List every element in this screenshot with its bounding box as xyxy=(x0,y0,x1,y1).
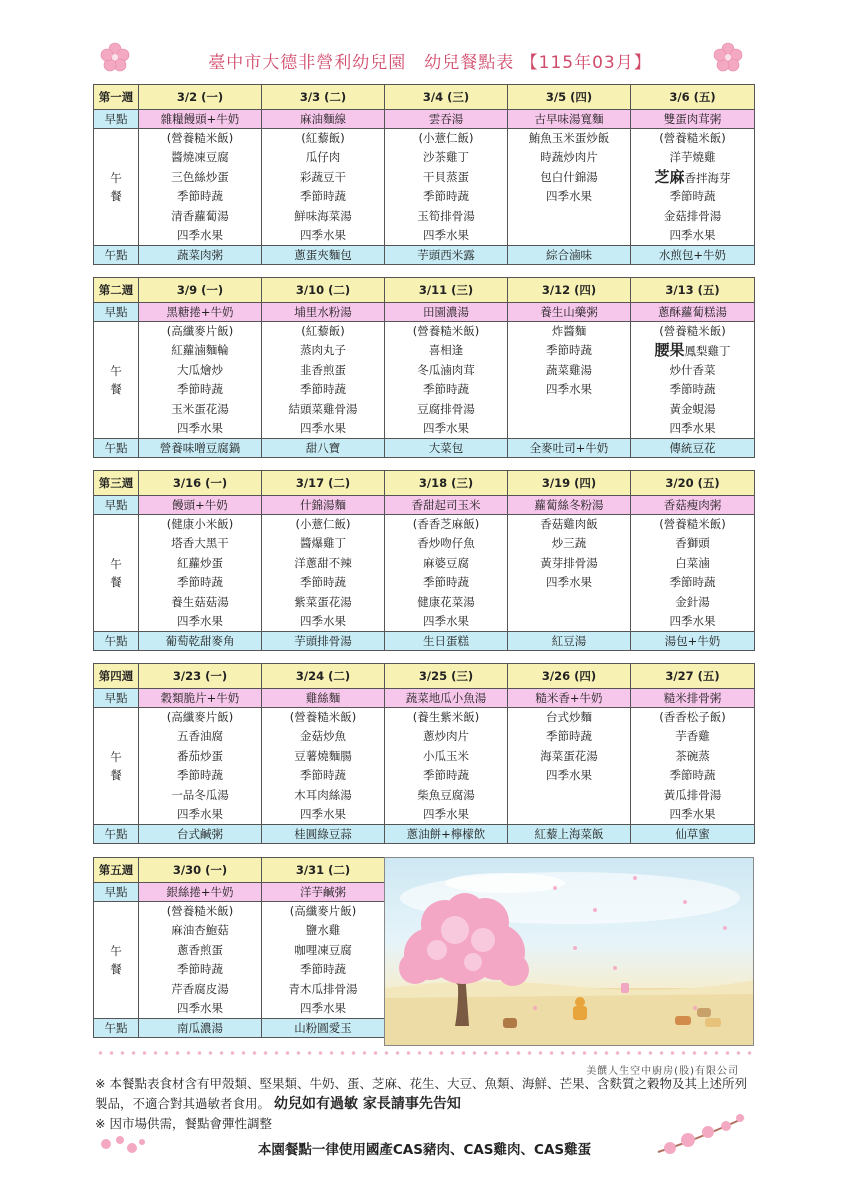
lunch-item: 四季水果 xyxy=(546,575,592,590)
snack-cell: 大菜包 xyxy=(385,439,508,458)
week-4-table xyxy=(93,663,754,844)
lunch-item: 四季水果 xyxy=(177,420,223,435)
week-label: 第五週 xyxy=(94,858,139,883)
lunch-item: 干貝蒸蛋 xyxy=(423,169,469,184)
lunch-item: 炒三蔬 xyxy=(551,536,587,551)
lunch-item: 玉米蛋花湯 xyxy=(171,401,229,416)
lunch-item: 結頭菜雞骨湯 xyxy=(288,401,358,416)
lunch-label-top: 午 xyxy=(110,557,122,572)
lunch-item: 季節時蔬 xyxy=(669,189,716,204)
snack-cell: 蔥蛋夾麵包 xyxy=(262,246,385,265)
lunch-item: 鹽水雞 xyxy=(305,923,341,938)
lunch-cell xyxy=(508,322,631,439)
lunch-item: 醬爆雞丁 xyxy=(300,536,346,551)
lunch-item: 四季水果 xyxy=(669,806,716,821)
lunch-item: 四季水果 xyxy=(300,806,346,821)
lunch-item: (營養糙米飯) xyxy=(289,710,357,724)
lunch-item: 包白什錦湯 xyxy=(540,169,598,184)
lunch-item: 鮪魚玉米蛋炒飯 xyxy=(528,131,610,145)
snack-cell: 蔥油餅+檸檬飲 xyxy=(385,825,508,844)
snack-cell: 山粉圓愛玉 xyxy=(262,1019,385,1038)
lunch-cell xyxy=(139,129,262,246)
lunch-item-rest: 香拌海芽 xyxy=(684,170,731,185)
header xyxy=(0,40,849,84)
snack-cell: 芋頭西米露 xyxy=(385,246,508,265)
lunch-cell xyxy=(262,515,385,632)
snack-cell: 桂圓綠豆蒜 xyxy=(262,825,385,844)
allergen-note xyxy=(95,1074,755,1114)
page-title xyxy=(150,48,710,73)
day-date: 3/19 (四) xyxy=(508,471,631,496)
breakfast-cell: 什錦湯麵 xyxy=(262,496,385,515)
lunch-item: 彩蔬豆干 xyxy=(300,169,346,184)
lunch-item: (紅藜飯) xyxy=(301,324,345,338)
snack-cell: 台式鹹粥 xyxy=(139,825,262,844)
day-date: 3/3 (二) xyxy=(262,85,385,110)
lunch-cell xyxy=(631,322,755,439)
lunch-item: 台式炒麵 xyxy=(546,710,592,724)
lunch-cell xyxy=(385,708,508,825)
breakfast-cell: 古早味湯寬麵 xyxy=(508,110,631,129)
lunch-item: 五香油腐 xyxy=(177,729,223,744)
cherry-tree-picture xyxy=(385,858,754,1046)
title-text: 臺中市大德非營利幼兒園 幼兒餐點表 xyxy=(208,53,515,73)
lunch-item: 白菜滷 xyxy=(675,555,710,570)
lunch-label-top: 午 xyxy=(110,364,122,379)
lunch-item: 金菇炒魚 xyxy=(300,729,346,744)
lunch-cell xyxy=(508,515,631,632)
snack-cell: 蔬菜肉粥 xyxy=(139,246,262,265)
lunch-item: (高纖麥片飯) xyxy=(166,710,234,724)
lunch-item: 豆腐排骨湯 xyxy=(417,401,475,416)
snack-label: 午點 xyxy=(94,246,139,265)
lunch-item: (小薏仁飯) xyxy=(295,517,351,531)
lunch-item: 四季水果 xyxy=(300,1000,346,1015)
day-date: 3/4 (三) xyxy=(385,85,508,110)
breakfast-cell: 蔥酥蘿蔔糕湯 xyxy=(631,303,755,322)
snack-label: 午點 xyxy=(94,825,139,844)
lunch-item: 清香蘿蔔湯 xyxy=(171,208,229,223)
lunch-item: 四季水果 xyxy=(177,227,223,242)
lunch-item-highlight: 腰果 xyxy=(654,341,685,360)
lunch-item: 洋芋燒雞 xyxy=(669,150,716,165)
lunch-item: 咖哩凍豆腐 xyxy=(294,942,352,957)
breakfast-label: 早點 xyxy=(94,110,139,129)
breakfast-label: 早點 xyxy=(94,496,139,515)
lunch-item: 小瓜玉米 xyxy=(423,748,469,763)
lunch-label-bottom: 餐 xyxy=(110,768,122,783)
cherry-blossom-icon xyxy=(713,42,743,72)
lunch-item: 四季水果 xyxy=(177,1000,223,1015)
lunch-item: 炸醬麵 xyxy=(551,324,587,338)
lunch-item: 四季水果 xyxy=(546,382,592,397)
lunch-item: 四季水果 xyxy=(669,227,716,242)
lunch-item: (高纖麥片飯) xyxy=(289,904,357,918)
day-date: 3/17 (二) xyxy=(262,471,385,496)
lunch-label-bottom: 餐 xyxy=(110,962,122,977)
lunch-item: 四季水果 xyxy=(423,613,469,628)
lunch-item: (營養糙米飯) xyxy=(412,324,480,338)
lunch-item: 時蔬炒肉片 xyxy=(540,150,598,165)
lunch-item: (營養糙米飯) xyxy=(166,131,234,145)
lunch-cell xyxy=(262,129,385,246)
lunch-cell xyxy=(508,129,631,246)
snack-cell: 湯包+牛奶 xyxy=(631,632,755,651)
snack-cell: 綜合滷味 xyxy=(508,246,631,265)
allergen-emphasis: 幼兒如有過敏 家長請事先告知 xyxy=(274,1096,461,1112)
snack-cell: 仙草蜜 xyxy=(631,825,755,844)
lunch-item: 沙茶雞丁 xyxy=(423,150,469,165)
snack-cell: 芋頭排骨湯 xyxy=(262,632,385,651)
lunch-item: 鮮味海菜湯 xyxy=(294,208,352,223)
breakfast-cell: 香菇瘦肉粥 xyxy=(631,496,755,515)
lunch-item: 季節時蔬 xyxy=(177,575,223,590)
lunch-item: 芋香雞 xyxy=(675,729,710,744)
breakfast-cell: 雜糧饅頭+牛奶 xyxy=(139,110,262,129)
week-2-table xyxy=(93,277,754,458)
snack-cell: 生日蛋糕 xyxy=(385,632,508,651)
breakfast-cell: 糙米排骨粥 xyxy=(631,689,755,708)
day-date: 3/20 (五) xyxy=(631,471,755,496)
lunch-item: 季節時蔬 xyxy=(423,575,469,590)
lunch-item: 季節時蔬 xyxy=(546,343,592,358)
lunch-item: 麻婆豆腐 xyxy=(423,555,469,570)
snack-cell: 葡萄乾甜麥角 xyxy=(139,632,262,651)
snack-label: 午點 xyxy=(94,1019,139,1038)
lunch-item: 紫菜蛋花湯 xyxy=(294,594,352,609)
lunch-item: 金針湯 xyxy=(675,594,710,609)
lunch-item: 四季水果 xyxy=(300,227,346,242)
breakfast-cell: 饅頭+牛奶 xyxy=(139,496,262,515)
lunch-item: (紅藜飯) xyxy=(301,131,345,145)
cherry-blossom-illustration xyxy=(384,857,754,1046)
lunch-item: 海菜蛋花湯 xyxy=(540,748,598,763)
lunch-label-top: 午 xyxy=(110,171,122,186)
lunch-cell xyxy=(139,902,262,1019)
day-date: 3/23 (一) xyxy=(139,664,262,689)
lunch-item: 四季水果 xyxy=(423,806,469,821)
snack-label: 午點 xyxy=(94,632,139,651)
lunch-cell xyxy=(385,322,508,439)
lunch-item: 養生菇菇湯 xyxy=(171,594,229,609)
market-note: ※ 因市場供需，餐點會彈性調整 xyxy=(95,1116,272,1131)
day-date: 3/18 (三) xyxy=(385,471,508,496)
lunch-cell xyxy=(508,708,631,825)
lunch-item: 玉筍排骨湯 xyxy=(417,208,475,223)
lunch-item: 柴魚豆腐湯 xyxy=(417,787,475,802)
lunch-item: 洋蔥甜不辣 xyxy=(294,555,352,570)
breakfast-cell: 埔里水粉湯 xyxy=(262,303,385,322)
snack-cell: 傳統豆花 xyxy=(631,439,755,458)
lunch-item: 一品冬瓜湯 xyxy=(171,787,229,802)
day-date: 3/9 (一) xyxy=(139,278,262,303)
lunch-item: 四季水果 xyxy=(546,189,592,204)
lunch-item: 季節時蔬 xyxy=(423,768,469,783)
lunch-item: 四季水果 xyxy=(300,420,346,435)
breakfast-cell: 黑糖捲+牛奶 xyxy=(139,303,262,322)
lunch-item: 黃瓜排骨湯 xyxy=(663,787,722,802)
week-label: 第二週 xyxy=(94,278,139,303)
lunch-cell xyxy=(139,322,262,439)
lunch-label-bottom: 餐 xyxy=(110,189,122,204)
lunch-item: 季節時蔬 xyxy=(177,189,223,204)
lunch-item: 季節時蔬 xyxy=(669,382,716,397)
lunch-item: 金菇排骨湯 xyxy=(663,208,722,223)
lunch-item: 瓜仔肉 xyxy=(305,150,341,165)
lunch-item: 四季水果 xyxy=(423,420,469,435)
caterer-signature: 美饌人生空中廚房(股)有限公司 xyxy=(586,1066,739,1077)
lunch-item: 青木瓜排骨湯 xyxy=(288,981,358,996)
day-date: 3/26 (四) xyxy=(508,664,631,689)
lunch-item: 豆薯燒麵腸 xyxy=(294,748,352,763)
day-date: 3/11 (三) xyxy=(385,278,508,303)
lunch-label xyxy=(94,902,139,1019)
breakfast-label: 早點 xyxy=(94,303,139,322)
lunch-item: 季節時蔬 xyxy=(177,962,223,977)
day-date: 3/31 (二) xyxy=(262,858,385,883)
day-date: 3/12 (四) xyxy=(508,278,631,303)
lunch-item: 季節時蔬 xyxy=(300,189,346,204)
lunch-item: 芹香腐皮湯 xyxy=(171,981,229,996)
lunch-item: (營養糙米飯) xyxy=(659,324,726,338)
day-date: 3/24 (二) xyxy=(262,664,385,689)
lunch-item: (高纖麥片飯) xyxy=(166,324,234,338)
lunch-item xyxy=(631,168,754,187)
breakfast-label: 早點 xyxy=(94,883,139,902)
lunch-item: 香炒吻仔魚 xyxy=(417,536,475,551)
lunch-item: 季節時蔬 xyxy=(669,575,716,590)
week-5-table xyxy=(93,857,385,1038)
breakfast-label: 早點 xyxy=(94,689,139,708)
lunch-item: 四季水果 xyxy=(300,613,346,628)
lunch-item: (營養糙米飯) xyxy=(659,131,726,145)
day-date: 3/30 (一) xyxy=(139,858,262,883)
lunch-item: 季節時蔬 xyxy=(669,768,716,783)
lunch-item: 四季水果 xyxy=(423,227,469,242)
snack-cell: 南瓜濃湯 xyxy=(139,1019,262,1038)
breakfast-cell: 養生山藥粥 xyxy=(508,303,631,322)
breakfast-cell: 香甜起司玉米 xyxy=(385,496,508,515)
lunch-item: 季節時蔬 xyxy=(300,382,346,397)
lunch-item: (香香芝麻飯) xyxy=(412,517,480,531)
breakfast-cell: 洋芋鹹粥 xyxy=(262,883,385,902)
lunch-item: 蔥炒肉片 xyxy=(423,729,469,744)
lunch-item: 黃芽排骨湯 xyxy=(540,555,598,570)
day-date: 3/10 (二) xyxy=(262,278,385,303)
lunch-cell xyxy=(139,708,262,825)
lunch-item: 塔香大黑干 xyxy=(171,536,229,551)
week-label: 第三週 xyxy=(94,471,139,496)
breakfast-cell: 糙米香+牛奶 xyxy=(508,689,631,708)
breakfast-cell: 雞絲麵 xyxy=(262,689,385,708)
lunch-cell xyxy=(385,129,508,246)
breakfast-cell: 麻油麵線 xyxy=(262,110,385,129)
snack-cell: 甜八寶 xyxy=(262,439,385,458)
lunch-item: 四季水果 xyxy=(177,806,223,821)
lunch-item: 季節時蔬 xyxy=(177,768,223,783)
lunch-item-highlight: 芝麻 xyxy=(654,167,685,186)
allergen-text: ※ 本餐點表食材含有甲殼類、堅果類、牛奶、蛋、芝麻、花生、大豆、魚類、海鮮、芒果、含麩質之穀物及其上述所列製品，不適合對其過敏者食用。 xyxy=(95,1076,747,1111)
lunch-item: 健康花菜湯 xyxy=(417,594,475,609)
lunch-item: 蔬菜雞湯 xyxy=(546,362,592,377)
lunch-item: 四季水果 xyxy=(669,613,716,628)
lunch-cell xyxy=(631,129,755,246)
lunch-item: (養生紫米飯) xyxy=(412,710,480,724)
lunch-item: 季節時蔬 xyxy=(423,189,469,204)
lunch-item: 季節時蔬 xyxy=(300,575,346,590)
lunch-cell xyxy=(631,708,755,825)
lunch-item-rest: 鳳梨雞丁 xyxy=(684,344,731,359)
lunch-item: (香香松子飯) xyxy=(659,710,726,724)
lunch-label xyxy=(94,322,139,439)
lunch-label-top: 午 xyxy=(110,944,122,959)
lunch-item: 蒸肉丸子 xyxy=(300,343,346,358)
lunch-item: 季節時蔬 xyxy=(177,382,223,397)
lunch-label xyxy=(94,708,139,825)
week-3-table xyxy=(93,470,754,651)
snack-label: 午點 xyxy=(94,439,139,458)
lunch-item: 紅蘿炒蛋 xyxy=(177,555,223,570)
breakfast-cell: 雲吞湯 xyxy=(385,110,508,129)
lunch-item: (小薏仁飯) xyxy=(418,131,474,145)
lunch-item: (營養糙米飯) xyxy=(166,904,234,918)
cherry-blossom-icon xyxy=(100,42,130,72)
lunch-item: 韭香煎蛋 xyxy=(300,362,346,377)
lunch-label xyxy=(94,515,139,632)
lunch-item: 四季水果 xyxy=(669,420,716,435)
day-date: 3/6 (五) xyxy=(631,85,755,110)
snack-cell: 營養味噌豆腐鍋 xyxy=(139,439,262,458)
lunch-item: 四季水果 xyxy=(546,768,592,783)
lunch-item: 麻油杏鮑菇 xyxy=(171,923,229,938)
day-date: 3/2 (一) xyxy=(139,85,262,110)
lunch-label-top: 午 xyxy=(110,750,122,765)
lunch-item: (營養糙米飯) xyxy=(659,517,726,531)
week-1-table xyxy=(93,84,754,265)
lunch-item xyxy=(631,341,754,360)
lunch-item: 蔥香煎蛋 xyxy=(177,942,223,957)
breakfast-cell: 田園濃湯 xyxy=(385,303,508,322)
lunch-item: 季節時蔬 xyxy=(300,768,346,783)
snack-cell: 紅藜上海菜飯 xyxy=(508,825,631,844)
lunch-item: 黃金蜆湯 xyxy=(669,401,716,416)
lunch-cell xyxy=(385,515,508,632)
lunch-cell xyxy=(262,902,385,1019)
decorative-dot-border xyxy=(95,1050,755,1056)
lunch-item: 木耳肉絲湯 xyxy=(294,787,352,802)
footer-note: 本園餐點一律使用國產CAS豬肉、CAS雞肉、CAS雞蛋 xyxy=(257,1142,592,1158)
lunch-cell xyxy=(139,515,262,632)
day-date: 3/13 (五) xyxy=(631,278,755,303)
title-period: 【115年03月】 xyxy=(520,53,652,73)
day-date: 3/5 (四) xyxy=(508,85,631,110)
lunch-item: 季節時蔬 xyxy=(300,962,346,977)
lunch-cell xyxy=(262,322,385,439)
lunch-item: 三色絲炒蛋 xyxy=(171,169,229,184)
day-date: 3/27 (五) xyxy=(631,664,755,689)
breakfast-cell: 雙蛋肉茸粥 xyxy=(631,110,755,129)
lunch-cell xyxy=(631,515,755,632)
lunch-item: 炒什香菜 xyxy=(669,362,716,377)
lunch-label-bottom: 餐 xyxy=(110,575,122,590)
lunch-item: 紅蘿滷麵輪 xyxy=(171,343,229,358)
lunch-item: 喜相逢 xyxy=(428,343,464,358)
lunch-label xyxy=(94,129,139,246)
lunch-item: 季節時蔬 xyxy=(546,729,592,744)
lunch-item: 冬瓜滷肉茸 xyxy=(417,362,475,377)
week-label: 第四週 xyxy=(94,664,139,689)
snack-cell: 全麥吐司+牛奶 xyxy=(508,439,631,458)
lunch-item: 大瓜燴炒 xyxy=(177,362,223,377)
breakfast-cell: 蘿蔔絲冬粉湯 xyxy=(508,496,631,515)
lunch-item: 香菇雞肉飯 xyxy=(540,517,598,531)
breakfast-cell: 銀絲捲+牛奶 xyxy=(139,883,262,902)
lunch-item: 季節時蔬 xyxy=(423,382,469,397)
breakfast-cell: 蔬菜地瓜小魚湯 xyxy=(385,689,508,708)
lunch-item: 茶碗蒸 xyxy=(675,748,710,763)
lunch-cell xyxy=(262,708,385,825)
snack-cell: 水煎包+牛奶 xyxy=(631,246,755,265)
lunch-item: 四季水果 xyxy=(177,613,223,628)
breakfast-cell: 穀類脆片+牛奶 xyxy=(139,689,262,708)
lunch-item: 香獅頭 xyxy=(675,536,710,551)
lunch-item: 醬燒凍豆腐 xyxy=(171,150,229,165)
day-date: 3/16 (一) xyxy=(139,471,262,496)
day-date: 3/25 (三) xyxy=(385,664,508,689)
lunch-label-bottom: 餐 xyxy=(110,382,122,397)
lunch-item: (健康小米飯) xyxy=(166,517,234,531)
week-label: 第一週 xyxy=(94,85,139,110)
lunch-item: 番茄炒蛋 xyxy=(177,748,223,763)
snack-cell: 紅豆湯 xyxy=(508,632,631,651)
